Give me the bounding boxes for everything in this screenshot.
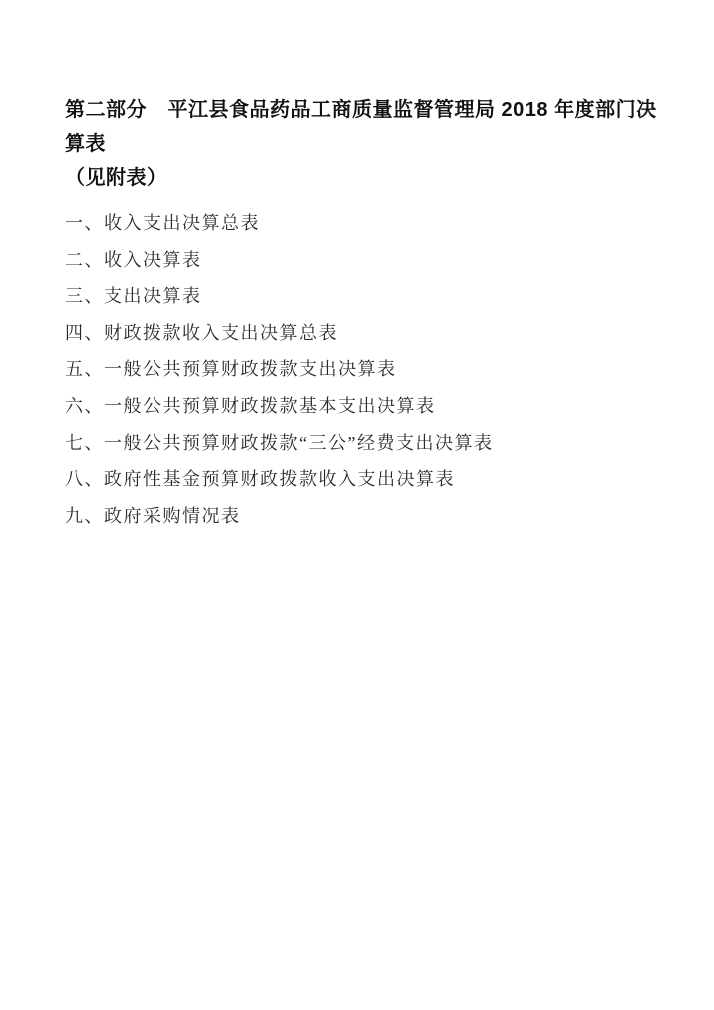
section-title: [65, 93, 677, 195]
toc-list: [65, 205, 665, 534]
toc-item: 八、政府性基金预算财政拨款收入支出决算表: [65, 469, 455, 490]
section-title-line-2: （见附表）: [65, 167, 168, 189]
toc-item: 三、支出决算表: [65, 286, 202, 307]
toc-item: 二、收入决算表: [65, 249, 202, 270]
toc-item: 七、一般公共预算财政拨款“三公”经费支出决算表: [65, 432, 494, 453]
toc-item: 五、一般公共预算财政拨款支出决算表: [65, 359, 397, 380]
toc-item: 四、财政拨款收入支出决算总表: [65, 322, 338, 343]
toc-item: 六、一般公共预算财政拨款基本支出决算表: [65, 395, 436, 416]
toc-item: 一、收入支出决算总表: [65, 213, 260, 233]
section-title-line-1: 第二部分 平江县食品药品工商质量监督管理局 2018 年度部门决算表: [65, 99, 657, 155]
toc-item: 九、政府采购情况表: [65, 505, 241, 526]
